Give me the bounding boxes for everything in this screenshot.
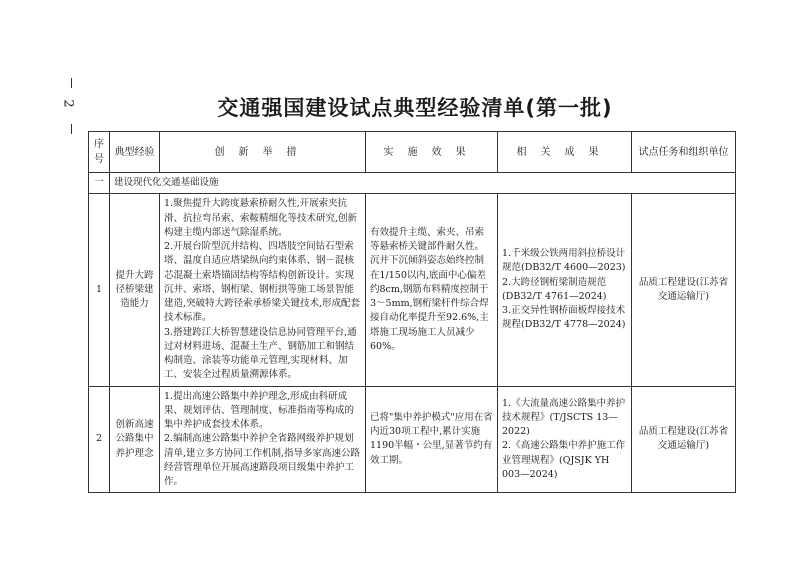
page-number [60, 78, 84, 134]
page-number-text: 2 [60, 99, 76, 108]
header-index: 序号 [89, 132, 110, 173]
row-measures [160, 194, 366, 386]
measure-item: 2.开展台阶型沉井结构、四塔肢空间钻石型索塔、温度自适应塔梁纵向约束体系、钢－混核芯混凝土索塔锚固结构等结构创新设计。实现沉井、索塔、钢桁梁、钢桁拱等施工场景智能建造,突破特大跨径索承桥梁关键技术,形成配套技术标准。 [164, 241, 361, 324]
experience-table [88, 131, 736, 493]
row-results [498, 386, 632, 493]
row-index: 1 [89, 194, 110, 386]
header-unit: 试点任务和组织单位 [632, 132, 736, 173]
table-header-row [89, 132, 736, 173]
result-item: 2.大跨径钢桁梁制造规范(DB32/T 4761—2024) [502, 276, 607, 302]
measure-item: 1.聚焦提升大跨度悬索桥耐久性,开展索夹抗滑、抗拉弯吊索、索鞍精细化等技术研究,创新构建主缆内部送气除湿系统。 [164, 198, 358, 238]
row-effects: 已将"集中养护模式"应用在省内近30项工程中,累计实施1190半幅・公里,显著节约有效工期。 [366, 386, 498, 493]
row-measures [160, 386, 366, 493]
header-results: 相关成果 [498, 132, 632, 173]
measure-item: 2.编制高速公路集中养护全省路网级养护规划清单,建立多方协同工作机制,指导多家高速公路经营管理单位开展高速路段项目级集中养护工作。 [164, 433, 361, 487]
row-results [498, 194, 632, 386]
result-item: 1.千米级公铁两用斜拉桥设计规范(DB32/T 4600—2023) [502, 248, 626, 274]
header-effects: 实施效果 [366, 132, 498, 173]
section-name: 建设现代化交通基础设施 [110, 173, 736, 194]
result-item: 1.《大流量高速公路集中养护技术规程》(T/JSCTS 13—2022) [502, 397, 626, 438]
table-row [89, 386, 736, 493]
measure-item: 1.提出高速公路集中养护理念,形成由科研成果、规划评估、管理制度、标准指南等构成的集中养护成套技术体系。 [164, 390, 355, 430]
row-experience: 创新高速公路集中养护理念 [110, 386, 160, 493]
header-experience: 典型经验 [110, 132, 160, 173]
section-row [89, 173, 736, 194]
result-item: 2.《高速公路集中养护施工作业管理规程》(QJSJK YH 003—2024) [502, 440, 626, 480]
page-number-dash-bottom [71, 124, 72, 134]
page-title: 交通强国建设试点典型经验清单(第一批) [217, 96, 613, 120]
row-experience: 提升大跨径桥梁建造能力 [110, 194, 160, 386]
table-row [89, 194, 736, 386]
header-measures: 创新举措 [160, 132, 366, 173]
row-effects: 有效提升主缆、索夹、吊索等悬索桥关键部件耐久性。沉井下沉倾斜姿态始终控制在1/150以内,底面中心偏差约8cm,钢筋布料精度控制于3～5mm,钢桁梁杆件综合焊接自动化率提升至92.6%,主塔施工现场施工人员减少60%。 [366, 194, 498, 386]
row-unit: 品质工程建设(江苏省交通运输厅) [632, 386, 736, 493]
page-number-dash-top [71, 78, 72, 88]
result-item: 3.正交异性钢桥面板焊接技术规程(DB32/T 4778—2024) [502, 305, 626, 331]
row-unit: 品质工程建设(江苏省交通运输厅) [632, 194, 736, 386]
row-index: 2 [89, 386, 110, 493]
section-number: 一 [89, 173, 110, 194]
measure-item: 3.搭建跨江大桥智慧建设信息协同管理平台,通过对材料进场、混凝土生产、钢筋加工和钢结构制造、涂装等功能单元管理,实现材料、加工、安装全过程质量溯源体系。 [164, 326, 357, 381]
